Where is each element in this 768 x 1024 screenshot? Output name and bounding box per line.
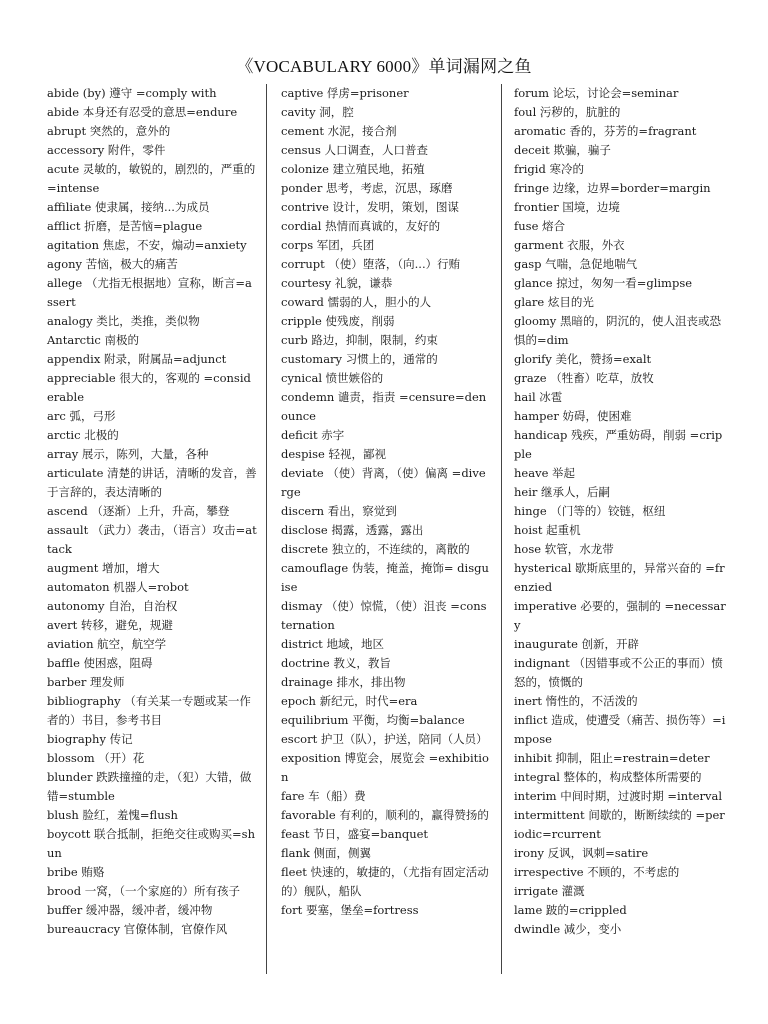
vocab-entry: afflict 折磨，是苦恼=plague — [47, 219, 203, 233]
vocab-entry: handicap 残疾，严重妨碍，削弱 =cripple — [514, 428, 723, 461]
vocab-entry: ponder 思考，考虑，沉思，琢磨 — [281, 181, 453, 195]
vocab-entry: automaton 机器人=robot — [47, 580, 189, 594]
vocab-entry: allege （尤指无根据地）宣称，断言=assert — [47, 276, 252, 309]
vocab-entry: garment 衣服，外衣 — [514, 238, 625, 252]
vocab-entry: integral 整体的，构成整体所需要的 — [514, 770, 702, 784]
vocab-entry: accessory 附件，零件 — [47, 143, 166, 157]
vocab-entry: blossom （开）花 — [47, 751, 145, 765]
column-divider-1 — [266, 84, 267, 974]
vocab-entry: district 地域，地区 — [281, 637, 384, 651]
vocab-column-3 — [514, 84, 726, 939]
vocab-entry: analogy 类比，类推，类似物 — [47, 314, 200, 328]
vocab-entry: abide 本身还有忍受的意思=endure — [47, 105, 238, 119]
vocab-entry: camouflage 伪装，掩盖，掩饰= disguise — [281, 561, 489, 594]
vocab-entry: abrupt 突然的，意外的 — [47, 124, 171, 138]
vocab-entry: fare 车（船）费 — [281, 789, 366, 803]
vocab-entry: graze （牲畜）吃草，放牧 — [514, 371, 654, 385]
vocab-entry: fleet 快速的，敏捷的，（尤指有固定活动的）舰队，船队 — [281, 865, 489, 898]
vocab-entry: cynical 愤世嫉俗的 — [281, 371, 384, 385]
vocab-entry: despise 轻视，鄙视 — [281, 447, 386, 461]
vocab-entry: frigid 寒冷的 — [514, 162, 584, 176]
vocab-entry: hinge （门等的）铰链，枢纽 — [514, 504, 666, 518]
vocab-entry: array 展示，陈列，大量，各种 — [47, 447, 209, 461]
vocab-entry: interim 中间时期，过渡时期 =interval — [514, 789, 723, 803]
vocab-entry: indignant （因错事或不公正的事而）愤怒的，愤慨的 — [514, 656, 723, 689]
vocab-entry: bureaucracy 官僚体制，官僚作风 — [47, 922, 228, 936]
vocab-entry: cordial 热情而真诚的，友好的 — [281, 219, 441, 233]
vocab-entry: glorify 美化，赞扬=exalt — [514, 352, 652, 366]
vocab-entry: appendix 附录，附属品=adjunct — [47, 352, 227, 366]
vocab-entry: disclose 揭露，透露，露出 — [281, 523, 424, 537]
vocab-entry: deficit 赤字 — [281, 428, 345, 442]
vocab-entry: hoist 起重机 — [514, 523, 581, 537]
vocab-entry: appreciable 很大的，客观的 =considerable — [47, 371, 251, 404]
vocab-entry: augment 增加，增大 — [47, 561, 160, 575]
vocab-entry: biography 传记 — [47, 732, 133, 746]
vocab-entry: abide (by) 遵守 =comply with — [47, 86, 217, 100]
vocab-entry: heave 举起 — [514, 466, 576, 480]
vocab-entry: aviation 航空，航空学 — [47, 637, 167, 651]
vocab-entry: discern 看出，察觉到 — [281, 504, 397, 518]
vocab-entry: heir 继承人，后嗣 — [514, 485, 611, 499]
vocab-entry: glance 掠过，匆匆一看=glimpse — [514, 276, 693, 290]
vocab-entry: feast 节日，盛宴=banquet — [281, 827, 429, 841]
vocab-entry: affiliate 使隶属，接纳...为成员 — [47, 200, 210, 214]
vocab-entry: bibliography （有关某一专题或某一作者的）书目，参考书目 — [47, 694, 251, 727]
vocab-entry: cement 水泥，接合剂 — [281, 124, 397, 138]
vocab-entry: deceit 欺骗，骗子 — [514, 143, 611, 157]
vocab-entry: barber 理发师 — [47, 675, 125, 689]
vocab-entry: hail 冰雹 — [514, 390, 563, 404]
vocab-entry: flank 侧面，侧翼 — [281, 846, 372, 860]
vocab-entry: imperative 必要的，强制的 =necessary — [514, 599, 726, 632]
vocab-entry: fuse 熔合 — [514, 219, 566, 233]
vocab-entry: bribe 贿赂 — [47, 865, 105, 879]
vocab-entry: autonomy 自治，自治权 — [47, 599, 178, 613]
vocab-entry: ascend （逐渐）上升，升高，攀登 — [47, 504, 230, 518]
vocab-entry: boycott 联合抵制，拒绝交往或购买=shun — [47, 827, 255, 860]
vocab-entry: arc 弧，弓形 — [47, 409, 116, 423]
vocab-entry: inflict 造成，使遭受（痛苦、损伤等）=impose — [514, 713, 726, 746]
vocab-entry: Antarctic 南极的 — [47, 333, 140, 347]
vocab-entry: colonize 建立殖民地，拓殖 — [281, 162, 425, 176]
vocab-entry: irrigate 灌溉 — [514, 884, 585, 898]
vocab-entry: census 人口调查，人口普查 — [281, 143, 429, 157]
vocab-entry: gasp 气喘，急促地喘气 — [514, 257, 638, 271]
vocab-entry: captive 俘虏=prisoner — [281, 86, 409, 100]
vocab-entry: corrupt （使）堕落，（向...）行贿 — [281, 257, 461, 271]
page-title: 《VOCABULARY 6000》单词漏网之鱼 — [236, 57, 532, 76]
vocab-entry: arctic 北极的 — [47, 428, 119, 442]
column-divider-2 — [501, 84, 502, 974]
vocab-entry: acute 灵敏的，敏锐的，剧烈的，严重的=intense — [47, 162, 256, 195]
vocab-entry: deviate （使）背离，（使）偏离 =diverge — [281, 466, 486, 499]
vocab-entry: irony 反讽，讽刺=satire — [514, 846, 649, 860]
vocab-entry: hysterical 歇斯底里的，异常兴奋的 =frenzied — [514, 561, 725, 594]
vocab-entry: buffer 缓冲器，缓冲者，缓冲物 — [47, 903, 213, 917]
vocab-entry: equilibrium 平衡，均衡=balance — [281, 713, 465, 727]
vocab-entry: assault （武力）袭击，（语言）攻击=attack — [47, 523, 257, 556]
vocab-entry: baffle 使困惑，阻碍 — [47, 656, 153, 670]
vocab-entry: agony 苦恼，极大的痛苦 — [47, 257, 178, 271]
vocab-column-2 — [281, 84, 491, 920]
vocab-entry: epoch 新纪元，时代=era — [281, 694, 418, 708]
vocab-entry: favorable 有利的，顺利的，赢得赞扬的 — [281, 808, 489, 822]
vocab-entry: doctrine 教义，教旨 — [281, 656, 391, 670]
vocab-entry: dwindle 减少，变小 — [514, 922, 622, 936]
vocab-entry: glare 炫目的光 — [514, 295, 594, 309]
vocab-entry: blunder 跌跌撞撞的走，（犯）大错，做错=stumble — [47, 770, 252, 803]
vocab-entry: courtesy 礼貌，谦恭 — [281, 276, 393, 290]
vocab-entry: corps 军团，兵团 — [281, 238, 375, 252]
vocab-entry: drainage 排水，排出物 — [281, 675, 406, 689]
vocab-entry: hose 软管，水龙带 — [514, 542, 614, 556]
vocab-entry: cripple 使残废，削弱 — [281, 314, 395, 328]
vocab-entry: avert 转移，避免，规避 — [47, 618, 173, 632]
vocab-entry: inert 惰性的，不活泼的 — [514, 694, 638, 708]
vocab-entry: fort 要塞，堡垒=fortress — [281, 903, 419, 917]
vocab-entry: inaugurate 创新，开辟 — [514, 637, 640, 651]
vocab-entry: exposition 博览会，展览会 =exhibition — [281, 751, 489, 784]
vocab-entry: agitation 焦虑，不安，煽动=anxiety — [47, 238, 247, 252]
vocab-entry: forum 论坛，讨论会=seminar — [514, 86, 679, 100]
vocab-entry: fringe 边缘，边界=border=margin — [514, 181, 711, 195]
vocab-entry: lame 跛的=crippled — [514, 903, 627, 917]
vocab-entry: contrive 设计，发明，策划，图谋 — [281, 200, 460, 214]
vocab-entry: condemn 谴责，指责 =censure=denounce — [281, 390, 487, 423]
vocab-entry: irrespective 不顾的，不考虑的 — [514, 865, 680, 879]
vocab-entry: brood 一窝，（一个家庭的）所有孩子 — [47, 884, 240, 898]
vocab-entry: discrete 独立的，不连续的，离散的 — [281, 542, 470, 556]
vocab-entry: escort 护卫（队），护送，陪同（人员） — [281, 732, 488, 746]
vocab-entry: aromatic 香的，芬芳的=fragrant — [514, 124, 697, 138]
vocab-entry: customary 习惯上的，通常的 — [281, 352, 438, 366]
vocab-entry: frontier 国境，边境 — [514, 200, 620, 214]
vocab-entry: curb 路边，抑制，限制，约束 — [281, 333, 438, 347]
vocab-entry: blush 脸红，羞愧=flush — [47, 808, 178, 822]
vocab-entry: articulate 清楚的讲话，清晰的发音，善于言辞的，表达清晰的 — [47, 466, 257, 499]
vocab-entry: inhibit 抑制，阻止=restrain=deter — [514, 751, 710, 765]
vocab-entry: hamper 妨碍，使困难 — [514, 409, 632, 423]
vocab-entry: gloomy 黑暗的，阴沉的，使人沮丧或恐惧的=dim — [514, 314, 721, 347]
vocab-column-1 — [47, 84, 257, 939]
vocab-entry: foul 污秽的，肮脏的 — [514, 105, 621, 119]
vocab-entry: dismay （使）惊慌，（使）沮丧 =consternation — [281, 599, 487, 632]
vocab-entry: cavity 洞，腔 — [281, 105, 354, 119]
vocab-entry: coward 懦弱的人，胆小的人 — [281, 295, 432, 309]
vocab-entry: intermittent 间歇的，断断续续的 =periodic=rcurrent — [514, 808, 725, 841]
